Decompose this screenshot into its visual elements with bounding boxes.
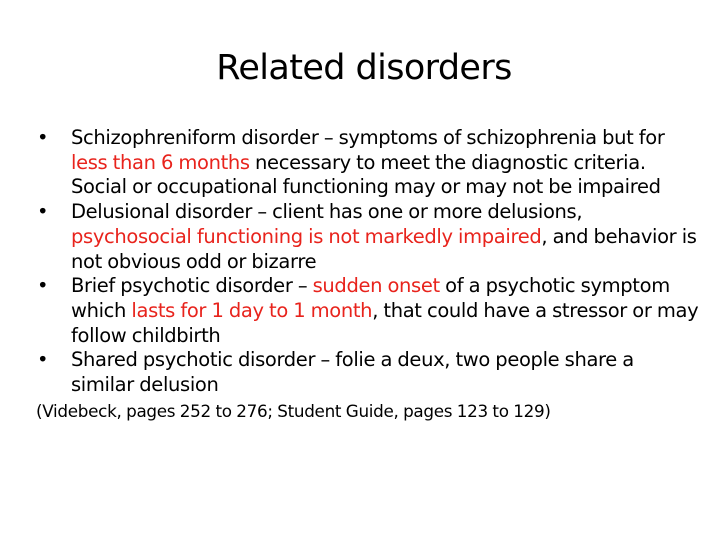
slide-body [36,126,700,422]
slide-title: Related disorders [216,48,512,88]
bullet-item-schizophreniform [36,126,700,200]
highlighted-text: less than 6 months [71,150,250,174]
bullet-item-shared-psychotic [36,348,700,397]
item-text: , that could have a stressor or may follow childbirth [71,298,699,347]
item-text: of a psychotic symptom which [71,274,670,322]
item-text: Shared psychotic disorder – folie a deux, two people share a similar delusion [71,348,634,397]
highlighted-text: sudden onset [312,274,440,298]
bullet-icon: • [37,274,49,298]
bullet-icon: • [37,200,49,224]
item-text: necessary to meet the diagnostic criteria. Social or occupational functioning may or may not be impaired [71,150,661,199]
highlighted-text: psychosocial functioning is not markedly impaired [71,224,542,248]
item-text: Delusional disorder – client has one or more delusions, [71,200,583,224]
bullet-icon: • [37,348,49,372]
bullet-item-brief-psychotic [36,274,700,348]
item-text: Schizophreniform disorder – symptoms of schizophrenia but for [71,126,665,149]
item-text: , and behavior is not obvious odd or bizarre [71,224,697,273]
bullet-icon: • [37,126,49,149]
citation: (Videbeck, pages 252 to 276; Student Guide, pages 123 to 129) [36,400,551,421]
bullet-item-delusional [36,200,700,274]
highlighted-text: lasts for 1 day to 1 month [131,298,373,322]
bullet-list [36,126,700,398]
item-text: Brief psychotic disorder – [71,274,313,298]
